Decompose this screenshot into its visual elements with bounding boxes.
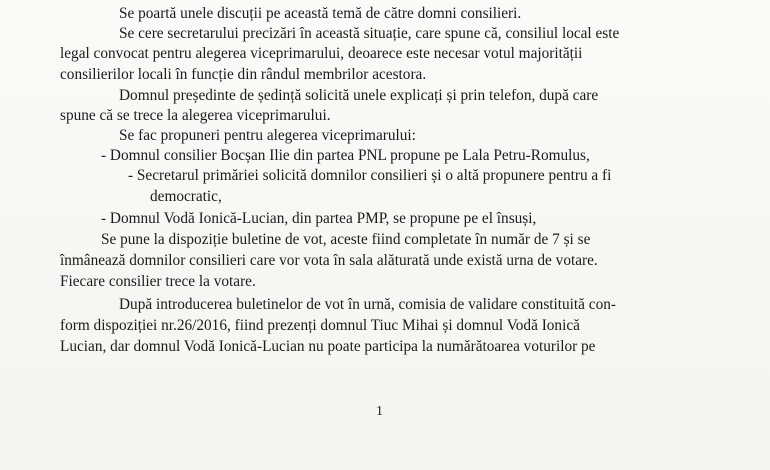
text-line: legal convocat pentru alegerea viceprimarului, deoarece este necesar votul majorității (60, 45, 583, 62)
text-line: form dispoziției nr.26/2016, fiind prezenți domnul Tiuc Mihai și domnul Vodă Ionică (60, 317, 580, 334)
text-line: Se cere secretarului precizări în această situație, care spune că, consiliul local este (119, 25, 620, 42)
text-line: Se fac propuneri pentru alegerea viceprimarului: (119, 127, 416, 144)
list-item: - Domnul consilier Bocșan Ilie din partea PNL propune pe Lala Petru-Romulus, (101, 147, 590, 164)
list-item: - Secretarul primăriei solicită domnilor consilieri și o altă propunere pentru a fi (128, 167, 612, 184)
text-line: Se poartă unele discuții pe această temă de către domni consilieri. (119, 5, 522, 22)
text-line: Domnul președinte de ședință solicită unele explicați și prin telefon, după care (119, 87, 599, 104)
text-line: Lucian, dar domnul Vodă Ionică-Lucian nu poate participa la numărătoarea voturilor pe (60, 338, 596, 355)
list-item: - Domnul Vodă Ionică-Lucian, din partea PMP, se propune pe el însuși, (101, 210, 537, 227)
text-line: consilierilor locali în funcție din rândul membrilor acestora. (60, 66, 427, 83)
text-line: Fiecare consilier trece la votare. (60, 273, 256, 290)
text-line: După introducerea buletinelor de vot în urnă, comisia de validare constituită con- (119, 296, 616, 313)
text-line: democratic, (150, 188, 222, 205)
text-line: înmânează domnilor consilieri care vor vota în sala alăturată unde există urna de votare. (60, 252, 598, 269)
text-line: Se pune la dispoziție buletine de vot, aceste fiind completate în număr de 7 și se (101, 231, 591, 248)
page-number: 1 (376, 404, 383, 419)
text-line: spune că se trece la alegerea viceprimarului. (60, 107, 331, 124)
